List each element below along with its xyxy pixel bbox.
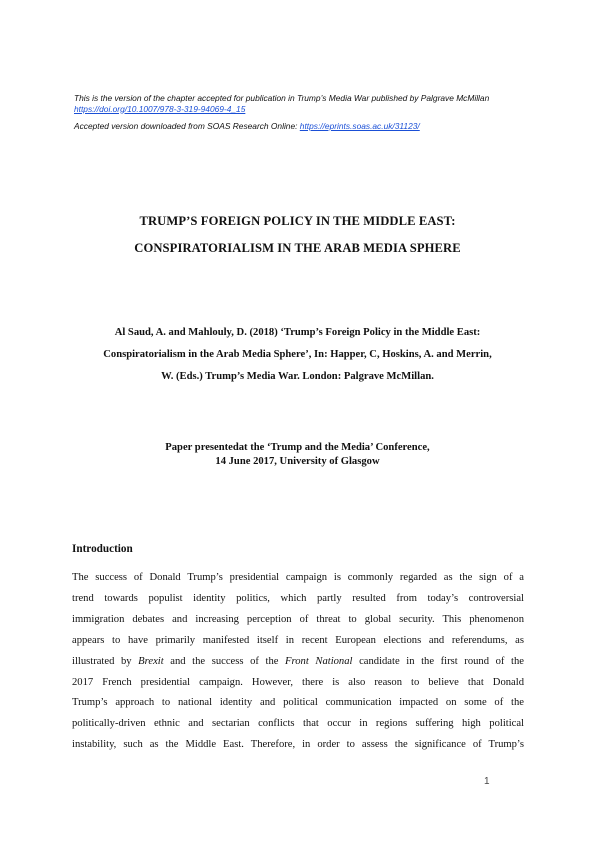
title-line-2: CONSPIRATORIALISM IN THE ARAB MEDIA SPHERE — [134, 241, 461, 255]
conference-note — [60, 441, 535, 469]
doi-link[interactable]: https://doi.org/10.1007/978-3-319-94069-4_15 — [74, 103, 246, 114]
body-line: The success of Donald Trump’s presidential campaign is commonly regarded as the sign of a — [72, 572, 524, 583]
brexit-term: Brexit — [138, 655, 164, 667]
publication-notice — [74, 93, 534, 132]
conference-line-1: Paper presentedat the ‘Trump and the Media’ Conference, — [165, 442, 430, 453]
body-line — [72, 652, 524, 673]
soas-link[interactable]: https://eprints.soas.ac.uk/31123/ — [299, 121, 420, 131]
body-line: politically-driven ethnic and sectarian conflicts that occur in regions suffering high political — [72, 718, 524, 730]
body-line: immigration debates and increasing perception of threat to global security. This phenomenon — [72, 613, 524, 625]
citation-block — [60, 322, 535, 388]
body-line: Trump’s approach to national identity and political communication impacted on some of the — [72, 697, 524, 709]
citation-line-1: Al Saud, A. and Mahlouly, D. (2018) ‘Trump’s Foreign Policy in the Middle East: — [114, 327, 481, 338]
body-line: 2017 French presidential campaign. However, there is also reason to believe that Donald — [72, 676, 524, 688]
citation-line-2: Conspiratorialism in the Arab Media Sphere’, In: Happer, C, Hoskins, A. and Merrin, — [103, 349, 492, 360]
body-text: and the success of the — [163, 655, 286, 667]
conference-line-2: 14 June 2017, University of Glasgow — [215, 456, 380, 467]
body-line: trend towards populist identity politics, which partly resulted from today’s controversial — [72, 592, 524, 604]
paper-title — [60, 208, 535, 262]
download-statement-text: Accepted version downloaded from SOAS Research Online: — [74, 121, 300, 131]
front-national-term: Front National — [285, 655, 353, 667]
introduction-paragraph — [72, 568, 524, 756]
download-statement — [74, 121, 534, 132]
body-text: candidate in the first round of the — [352, 655, 524, 667]
page-number: 1 — [484, 776, 490, 787]
body-line: instability, such as the Middle East. Therefore, in order to assess the significance of Trump’s — [72, 739, 524, 751]
body-line: appears to have primarily manifested itself in recent European elections and referendums, as — [72, 634, 524, 646]
section-heading: Introduction — [72, 543, 133, 555]
publication-statement — [74, 93, 534, 114]
publication-statement-text: This is the version of the chapter accepted for publication in Trump’s Media War published by Palgrave McMillan — [74, 93, 490, 103]
citation-line-3: W. (Eds.) Trump’s Media War. London: Palgrave McMillan. — [161, 371, 434, 382]
body-text: illustrated by — [72, 655, 139, 667]
title-line-1: TRUMP’S FOREIGN POLICY IN THE MIDDLE EAST: — [139, 214, 456, 228]
